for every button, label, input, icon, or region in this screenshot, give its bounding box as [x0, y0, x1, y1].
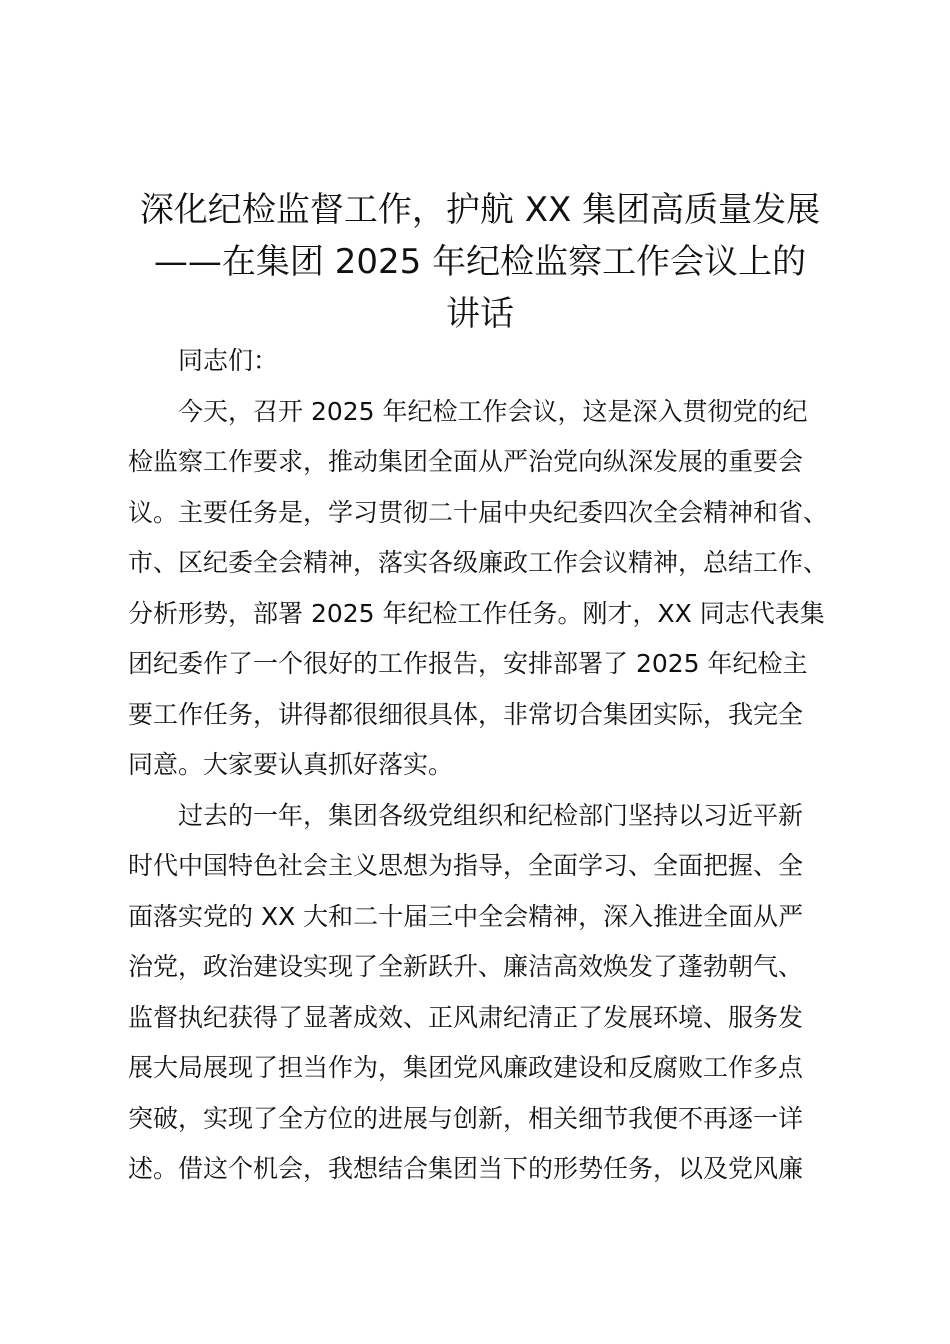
document-title [100, 184, 860, 340]
paragraph-line: 过去的一年，集团各级党组织和纪检部门坚持以习近平新 [178, 800, 804, 830]
paragraph-line: 市、区纪委全会精神，落实各级廉政工作会议精神，总结工作、 [128, 548, 829, 577]
paragraph-line: 分析形势，部署 2025 年纪检工作任务。刚才，XX 同志代表集 [128, 598, 825, 628]
paragraph-line: 监督执纪获得了显著成效、正风肃纪清正了发展环境、服务发 [128, 1002, 804, 1032]
paragraph-line: 团纪委作了一个很好的工作报告，安排部署了 2025 年纪检主 [128, 649, 808, 678]
document-body [128, 336, 850, 1195]
paragraph-line: 时代中国特色社会主义思想为指导，全面学习、全面把握、全 [128, 851, 804, 880]
paragraph-line: 检监察工作要求，推动集团全面从严治党向纵深发展的重要会 [128, 447, 804, 476]
paragraph-line: 议。主要任务是，学习贯彻二十届中央纪委四次全会精神和省、 [128, 497, 829, 527]
paragraph-line: 展大局展现了担当作为，集团党风廉政建设和反腐败工作多点 [128, 1053, 804, 1082]
paragraph-line: 面落实党的 XX 大和二十届三中全会精神，深入推进全面从严 [128, 901, 804, 931]
paragraph-review [128, 791, 850, 1195]
paragraph-line: 要工作任务，讲得都很细很具体，非常切合集团实际，我完全 [128, 699, 804, 729]
paragraph-line: 治党，政治建设实现了全新跃升、廉洁高效焕发了蓬勃朝气、 [128, 952, 804, 981]
title-line: 深化纪检监督工作，护航 XX 集团高质量发展 [139, 190, 821, 230]
paragraph-line: 今天，召开 2025 年纪检工作会议，这是深入贯彻党的纪 [178, 396, 808, 426]
title-line: ——在集团 2025 年纪检监察工作会议上的 [153, 242, 807, 282]
paragraph-line: 同意。大家要认真抓好落实。 [128, 750, 454, 779]
salutation: 同志们： [178, 346, 279, 375]
title-line: 讲话 [446, 294, 514, 334]
paragraph-line: 突破，实现了全方位的进展与创新，相关细节我便不再逐一详 [128, 1103, 804, 1133]
paragraph-line: 述。借这个机会，我想结合集团当下的形势任务，以及党风廉 [128, 1154, 804, 1183]
paragraph-opening [128, 387, 850, 791]
